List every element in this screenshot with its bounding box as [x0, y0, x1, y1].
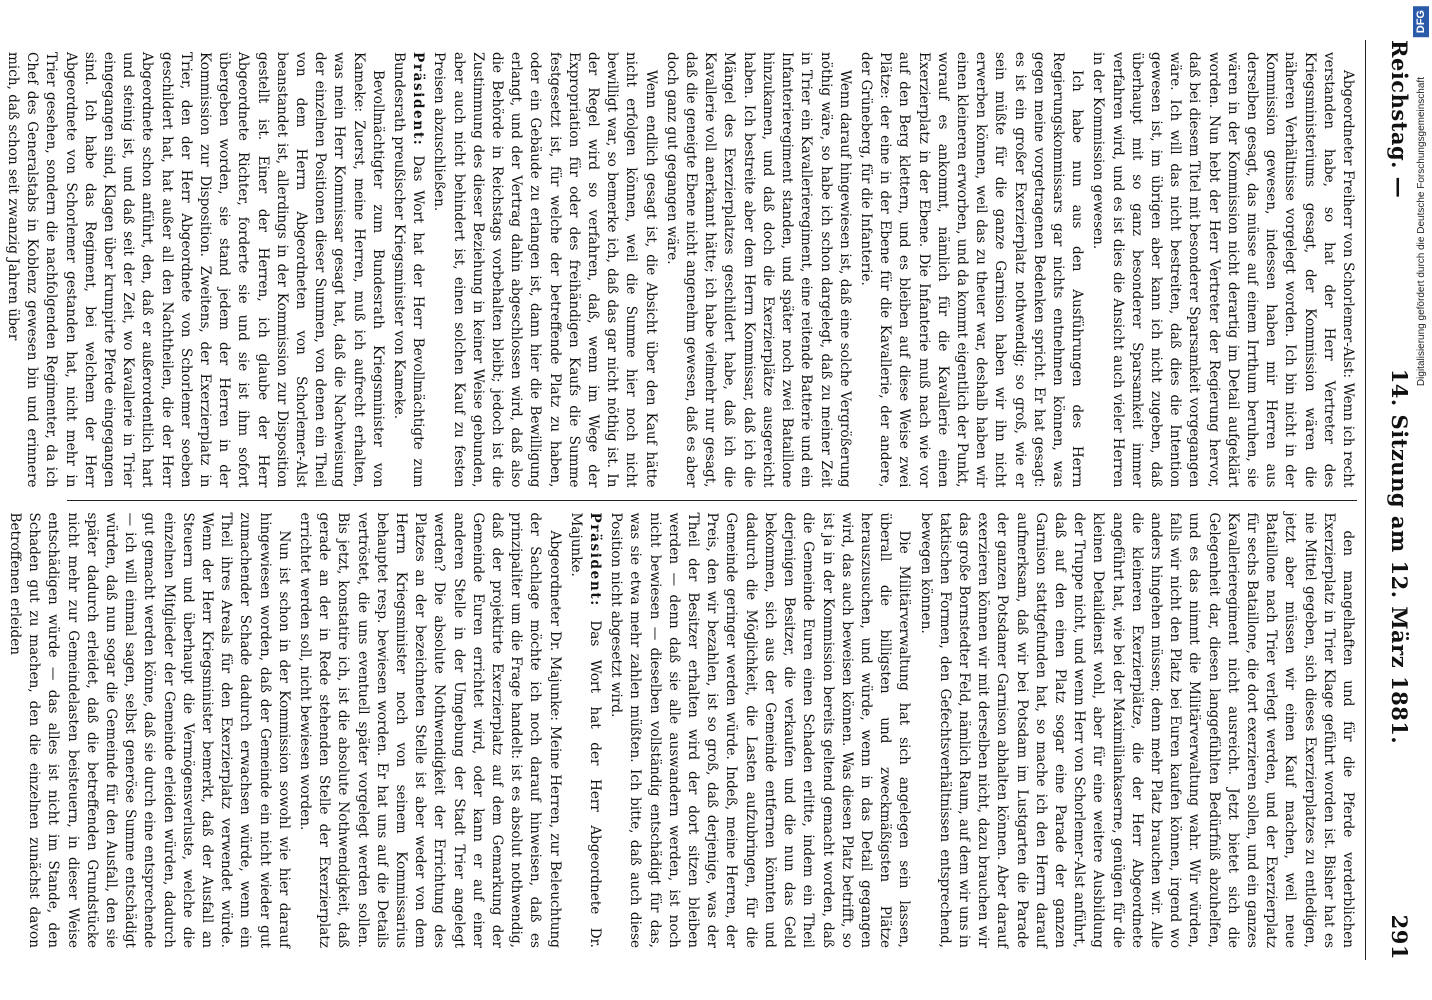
speaker-label: Präsident:	[410, 52, 427, 147]
paragraph	[1088, 52, 1357, 488]
paragraph	[5, 513, 293, 949]
paragraph-text: Das Wort hat der Herr Bevollmächtigte zum Bundesrath preußischer Kriegsminister von Kameke.	[391, 52, 427, 488]
dfg-notice	[1410, 0, 1432, 1000]
paragraph	[295, 513, 564, 949]
paragraph	[915, 513, 1357, 949]
paragraph-text: Nun ist schon in der Kommission sowohl wie hier darauf hingewiesen worden, daß der Gemeinde ein nicht wieder gut zumachender Schade dadurch erwachsen würde, wenn ein Theil ihres Areals für den Exerzierplatz verwendet würde. Wenn der Herr Kriegsminister bemerkt, daß der Ausfall an Steuern und überhaupt die Vermögensverluste, welche die einzelnen Mitglieder der Gemeinde erleiden würden, dadurch gut gemacht werden könne, daß sie durch eine entsprechende — ich will einmal sagen, selbst generöse Summe entschädigt würden, daß nun sogar die Gemeinde für den Ausfall, den sie später dadurch erleidet, daß die betreffenden Grundstücke nicht mehr zur Gemeindelasten beisteuern, in dieser Weise entschädigen würde — das alles ist nicht im Stande, den Schaden gut zu machen, den die einzelnen zunächst davon Betroffenen erleiden	[6, 512, 292, 948]
paragraph-text: Bevollmächtigter zum Bundesrath Kriegsminister von Kameke: Zuerst, meine Herren, muß ich aufrecht erhalten, was mein Herr Kommissar gesagt hat, daß die Nachweisung der einzelnen Positionen dieser Summen, von denen ein Theil von dem Herrn Abgeordneten von Schorlemer-Alst beanstandet ist, allerdings in der Kommission zur Disposition gestellt ist. Einer der Herren, ich glaube der Herr Abgeordnete Richter, forderte sie und sie ist ihm sofort übergeben worden, sie stand jedem der Herren in der Kommission zur Disposition. Zweitens, der Exerzierplatz in Trier, den der Herr Abgeordnete von Schorlemer soeben geschildert hat, hat außer all den Nachtheilen, die der Herr Abgeordnete schon anführt, den, daß er außerordentlich hart und steinig ist, und daß seit der Zeit, wo Kavallerie in Trier eingegangen sind, Klagen über krumpirte Pferde eingegangen sind. Ich habe das Regiment, bei welchem der Herr Abgeordnete von Schorlemer gestanden hat, nicht mehr in Trier gesehen, sondern die nachfolgenden Regimenter, da ich Chef des Generalstabs in Koblenz gewesen bin und erinnere mich, daß schon seit zwanzig Jahren über	[4, 52, 386, 488]
paragraph-text: Abgeordneter Freiherr von Schorlemer-Alst: Wenn ich recht verstanden habe, so hat der Herr Vertreter des Kriegsministeriums gesagt, der Kommission wären die näheren Verhältnisse vorgelegt worden. Ich bin nicht in der Kommission gewesen, indessen haben mir Herren aus derselben gesagt, das müsse auf einem Irrthum beruhen, sie wären in der Kommission nicht derartig im Detail aufgeklärt worden. Nun hebt der Herr Vertreter der Regierung hervor, daß bei diesem Titel mit besonderer Sparsamkeit vorgegangen wäre. Ich will das nicht bestreiten, daß dies die Intention gewesen ist, im übrigen aber kann ich nicht zugeben, daß überhaupt mit so ganz besonderer Sparsamkeit immer verfahren wird, und es ist dies die Ansicht auch vieler Herren in der Kommission gewesen.	[1090, 52, 1356, 488]
paragraph	[856, 52, 1086, 488]
left-column	[4, 40, 1357, 500]
paragraph	[3, 52, 387, 488]
paragraph	[389, 52, 427, 488]
page-content	[4, 40, 1412, 960]
running-head-title: 14. Sitzung am 12. März 1881.	[1387, 368, 1412, 745]
dfg-logo: DFG	[1413, 6, 1429, 37]
running-head	[1365, 40, 1412, 960]
paragraph-text: Wenn endlich gesagt ist, die Absicht über den Kauf hätte nicht erfolgen können, weil die Summe hier noch nicht bewilligt war, so bemerke ich, daß das gar nicht nöthig ist. In der Regel wird so verfahren, daß, wenn im Wege der Expropriation für oder des freihändigen Kaufs die Summe festgesetzt ist, für welche der betreffende Platz zu haben, oder ein Gebäude zu erlangen ist, dann hier die Bewilligung erlangt, und der Vertrag dahin abgeschlossen wird, daß also die Behörde in Reichstags vorbehalten bleibt; jedoch ist die Zustimmung des dieser Beziehung in keiner Weise gebunden, aber auch nicht behindert ist, einen solchen Kauf zu festen Preisen abzuschließen.	[431, 52, 659, 488]
speaker-label: Präsident:	[587, 512, 604, 607]
paragraph	[566, 513, 604, 949]
text-columns	[4, 40, 1357, 960]
paragraph-text: Wenn darauf hingewiesen ist, daß eine solche Vergrößerung nöthig wäre, so habe ich schon dargelegt, daß zu meiner Zeit in Trier ein Kavallerieregiment, eine reitende Batterie und ein Infanterieregiment standen, und später noch zwei Bataillone hinzukamen, und daß doch die Exerzierplätze ausgereicht haben. Ich bestreite aber dem Herrn Kommissar, daß ich die Mängel des Exerzierplatzes geschildert habe, daß ich die Kavallerie voll anerkannt hätte; ich habe vielmehr nur gesagt, daß die geneigte Ebene nicht angenehm gewesen, daß es aber doch ganz gut gegangen wäre.	[663, 52, 853, 488]
paragraph-text: Ich habe nun aus den Ausführungen des Herrn Regierungskommissars gar nichts entnehmen können, was gegen meine vorgetragenen Bedenken spricht. Er hat gesagt: es ist ein großer Exerzierplatz nothwendig; so groß, wie er sein müßte für die ganze Garnison haben wir ihn nicht erwerben können, weil das zu theuer war, deshalb haben wir einen kleineren erworben, und da kommt eigentlich der Punkt, worauf es ankommt, nämlich für die Kavallerie einen Exerzierplatz in der Ebene. Die Infanterie muß nach wie vor auf den Berg klettern, und es bleiben auf diese Weise zwei Plätze: der eine in der Ebene für die Kavallerie, der andere, der Grüneberg, für die Infanterie.	[857, 52, 1086, 488]
paragraph	[606, 513, 913, 949]
page-number: 291	[1387, 914, 1412, 960]
paragraph-text: Das Wort hat der Herr Abgeordnete Dr. Majunke.	[567, 512, 604, 948]
dfg-notice-text: Digitalisierung gefördert durch die Deutsche Forschungsgemeinschaft	[1415, 77, 1427, 387]
right-column	[6, 500, 1357, 961]
paragraph-text: den mangelhaften und für die Pferde verderblichen Exerzierplatz in Trier Klage geführt worden ist. Bisher hat es nie Mittel gegeben, sich dieses Exerzierplatzes zu entledigen, jetzt aber müssen wir einen Kauf machen, weil neue Bataillone nach Trier verlegt werden, und der Exerzierplatz für sechs Bataillone, die dort exerzieren sollen, und ein ganzes Kavallerieregiment nicht ausreicht. Jetzt bietet sich die Gelegenheit dar, diesen langgefühlten Bedürfniß abzuhelfen, und es das nimmt die Militärverwaltung wahr. Wir würden, falls wir nicht den Platz bei Euren kaufen können, irgend wo anders hingehen müssen; denn mehr Platz brauchen wir. Alle die kleineren Exerzierplätze, die der Herr Abgeordnete angeführt hat, wie bei der Maximiliankaserne, genügen für die kleinen Detaildienst wohl, aber für eine weitere Ausbildung der Truppe nicht, und wenn Herr von Schorlemer-Alst anführt, daß auf den einen Platz sogar eine Parade der ganzen Garnison stattgefunden hat, so mache ich den Herrn darauf aufmerksam, daß wir bei Potsdam im Lustgarten die Parade der ganzen Potsdamer Garnison abhalten können. Aber darauf exerzieren können wir mit derselben nicht, dazu brauchen wir das große Bornstedter Feld, nämlich Raum, auf dem wir uns in taktischen Formen, den Gefechtsverhältnissen entsprechend, bewegen können.	[917, 512, 1356, 948]
paragraph	[662, 52, 854, 488]
paragraph-text: Abgeordneter Dr. Majunke: Meine Herren, zur Beleuchtung der Sachlage möchte ich noch darauf hinweisen, daß es prinzipaliter um die Frage handelt: ist es absolut nothwendig, daß der projektirte Exerzierplatz auf dem Gemarkung der Gemeinde Euren errichtet wird, oder kann er auf einer anderen Stelle in der Umgebung der Stadt Trier angelegt werden? Die absolute Nothwendigkeit der Errichtung des Platzes an der bezeichneten Stelle ist aber weder von dem Herrn Kriegsminister noch von seinem Kommissarius behauptet resp. bewiesen worden. Er hat uns auf die Details vertröstet, die uns eventuell später vorgelegt werden sollen. Bis jetzt, konstatire ich, ist die absolute Nothwendigkeit, daß gerade an der in Rede stehenden Stelle der Exerzierplatz errichtet werden soll, nicht bewiesen worden.	[297, 512, 563, 948]
paragraph	[429, 52, 659, 488]
paragraph-text: Die Militärverwaltung hat sich angelegen sein lassen, überall die billigsten und zweckmäßigsten Plätze herauszusuchen, und würde, wenn in das Detail gegangen wird, das auch beweisen können. Was diesen Platz betrifft, so ist ja in der Kommission bereits geltend gemacht worden, daß die Gemeinde Euren einen Schaden erlitte, indem ein Theil derjenigen Besitzer, die verkaufen und die nun das Geld bekommen, sich aus der Gemeinde entfernen könnten und dadurch die Möglichkeit, die Lasten aufzubringen, für die Gemeinde geringer werden würde. Indeß, meine Herren, der Preis, den wir bezahlen, ist so groß, daß derjenige, was der Theil der Besitzer erhalten wird der dort sitzen bleiben werden — denn daß sie alle auswandern werden, ist noch nicht bewiesen — dieselben vollständig entschädigt für das, was sie etwa mehr zahlen müßten. Ich bitte, daß auch diese Position nicht abgesetzt wird.	[608, 512, 913, 948]
running-head-left: Reichstag. —	[1387, 40, 1412, 199]
